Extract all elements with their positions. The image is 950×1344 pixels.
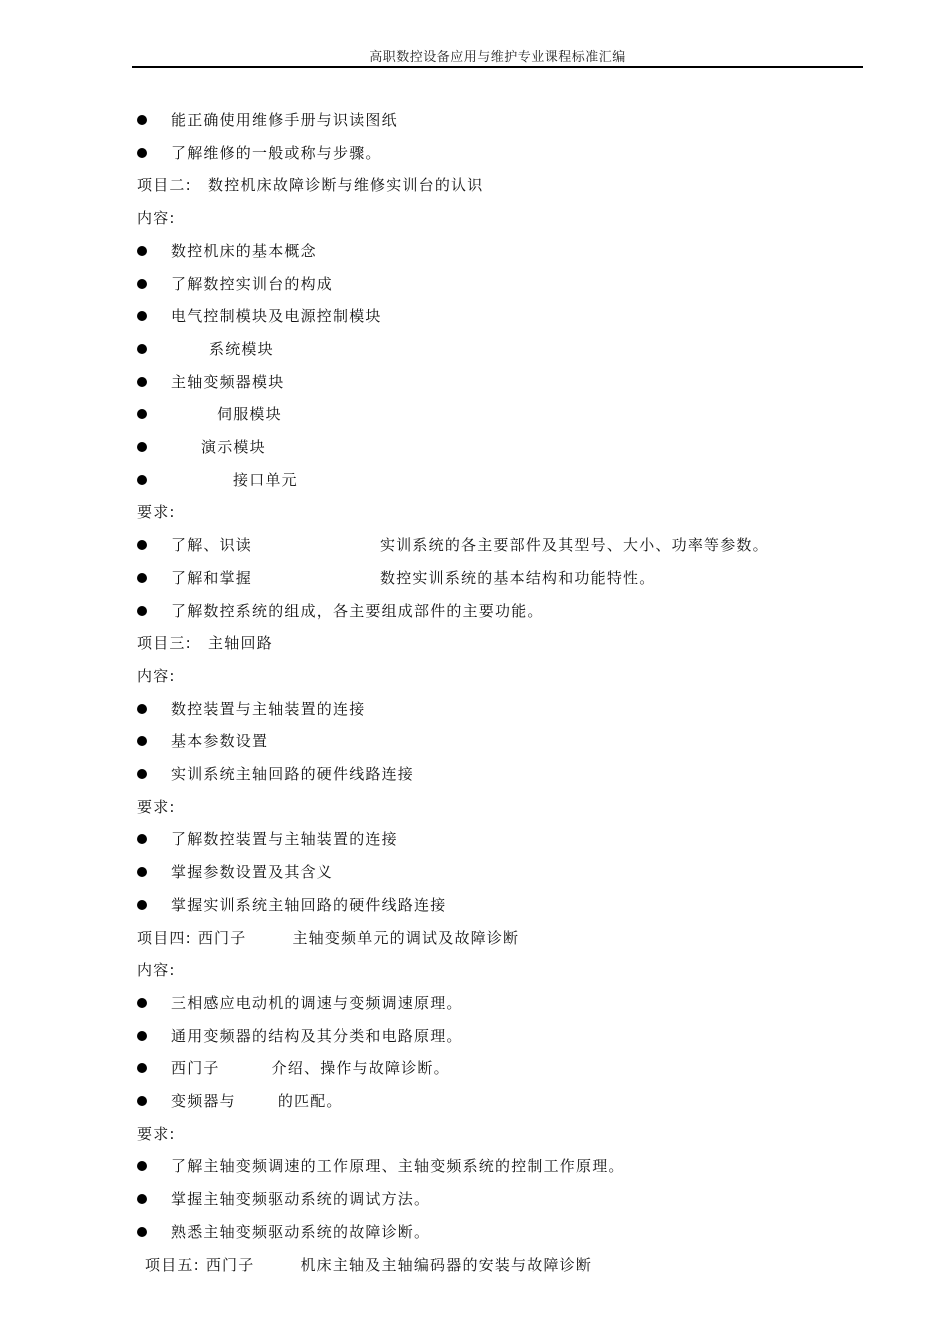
bullet-dot-icon [137, 246, 147, 256]
line-text-continued: 实训系统的各主要部件及其型号、大小、功率等参数。 [380, 536, 769, 555]
section-heading [145, 1253, 592, 1277]
bullet-dot-icon [137, 769, 147, 779]
section-label [137, 958, 176, 982]
bullet-dot-icon [137, 606, 147, 616]
line-text: 内容: [137, 961, 176, 980]
line-text-continued: 的匹配。 [277, 1092, 343, 1110]
line-text: 变频器与 [171, 1092, 236, 1110]
line-text: 了解主轴变频调速的工作原理、主轴变频系统的控制工作原理。 [171, 1157, 625, 1176]
bullet-dot-icon [137, 1096, 147, 1106]
bullet-text [171, 272, 333, 296]
line-text: 西门子 [171, 1059, 220, 1078]
line-text: 能正确使用维修手册与识读图纸 [171, 111, 398, 129]
bullet-text [171, 893, 446, 917]
bullet-text [171, 337, 274, 361]
bullet-dot-icon [137, 409, 147, 419]
line-text: 基本参数设置 [171, 732, 269, 751]
line-text: 要求: [137, 1124, 176, 1143]
section-label [137, 795, 176, 819]
section-heading [137, 631, 273, 655]
line-text-continued: 主轴变频单元的调试及故障诊断 [292, 928, 520, 947]
bullet-text [171, 435, 266, 459]
line-text: 了解维修的一般或称与步骤。 [171, 143, 382, 162]
line-text: 内容: [137, 209, 176, 228]
bullet-dot-icon [137, 344, 147, 354]
section-label [137, 206, 176, 230]
bullet-text [171, 304, 382, 328]
line-text: 熟悉主轴变频驱动系统的故障诊断。 [171, 1222, 431, 1241]
line-text: 主轴变频器模块 [171, 372, 285, 391]
line-text: 数控机床的基本概念 [171, 241, 317, 260]
bullet-dot-icon [137, 867, 147, 877]
bullet-text [171, 1089, 343, 1113]
bullet-dot-icon [137, 573, 147, 583]
bullet-text [171, 370, 284, 394]
bullet-dot-icon [137, 834, 147, 844]
line-text: 系统模块 [209, 339, 274, 358]
line-text: 通用变频器的结构及其分类和电路原理。 [171, 1026, 463, 1045]
bullet-dot-icon [137, 1161, 147, 1171]
line-text: 了解数控实训台的构成 [171, 274, 334, 293]
line-text: 掌握参数设置及其含义 [171, 863, 334, 882]
bullet-dot-icon [137, 311, 147, 321]
section-label [137, 500, 176, 524]
bullet-text [171, 1056, 450, 1080]
line-text: 了解和掌握 [171, 568, 253, 587]
line-text: 掌握实训系统主轴回路的硬件线路连接 [171, 895, 447, 914]
line-text: 了解数控装置与主轴装置的连接 [171, 830, 398, 849]
bullet-text [171, 468, 298, 492]
bullet-text [171, 141, 382, 165]
line-text-continued: 介绍、操作与故障诊断。 [271, 1059, 450, 1078]
bullet-dot-icon [137, 998, 147, 1008]
line-text: 三相感应电动机的调速与变频调速原理。 [171, 993, 463, 1012]
line-text: 要求: [137, 503, 176, 522]
line-text: 数控装置与主轴装置的连接 [171, 699, 366, 718]
bullet-dot-icon [137, 475, 147, 485]
bullet-text [171, 533, 769, 557]
line-text: 了解数控系统的组成，各主要组成部件的主要功能。 [171, 601, 544, 620]
bullet-dot-icon [137, 1031, 147, 1041]
line-text: 项目五: 西门子 [145, 1255, 255, 1274]
bullet-text [171, 1154, 625, 1178]
line-text: 了解、识读 [171, 536, 253, 555]
line-text: 演示模块 [201, 438, 266, 456]
header-divider [132, 66, 863, 68]
bullet-text [171, 991, 463, 1015]
line-text: 伺服模块 [217, 405, 282, 424]
bullet-text [171, 827, 398, 851]
bullet-text [171, 1024, 463, 1048]
bullet-dot-icon [137, 704, 147, 714]
bullet-dot-icon [137, 377, 147, 387]
bullet-text [171, 762, 414, 786]
bullet-dot-icon [137, 1063, 147, 1073]
bullet-text [171, 599, 544, 623]
section-label [137, 1122, 176, 1146]
line-text: 内容: [137, 666, 176, 685]
bullet-text [171, 402, 282, 426]
line-text: 实训系统主轴回路的硬件线路连接 [171, 765, 415, 783]
bullet-dot-icon [137, 148, 147, 158]
bullet-dot-icon [137, 900, 147, 910]
line-text: 要求: [137, 797, 176, 816]
bullet-dot-icon [137, 540, 147, 550]
bullet-dot-icon [137, 1227, 147, 1237]
bullet-dot-icon [137, 442, 147, 452]
bullet-text [171, 108, 398, 132]
bullet-text [171, 1220, 430, 1244]
line-text-continued: 数控实训系统的基本结构和功能特性。 [380, 568, 656, 587]
bullet-text [171, 697, 365, 721]
line-text-continued: 机床主轴及主轴编码器的安装与故障诊断 [300, 1255, 593, 1274]
line-text: 项目三: 主轴回路 [137, 634, 273, 653]
bullet-text [171, 1187, 430, 1211]
bullet-dot-icon [137, 736, 147, 746]
line-text: 掌握主轴变频驱动系统的调试方法。 [171, 1190, 431, 1209]
bullet-text [171, 239, 317, 263]
bullet-dot-icon [137, 115, 147, 125]
bullet-dot-icon [137, 1194, 147, 1204]
line-text: 项目四: 西门子 [137, 928, 247, 947]
line-text: 接口单元 [233, 470, 298, 489]
section-heading [137, 173, 483, 197]
line-text: 项目二: 数控机床故障诊断与维修实训台的认识 [137, 176, 484, 195]
bullet-text [171, 729, 268, 753]
line-text: 电气控制模块及电源控制模块 [171, 307, 382, 326]
bullet-text [171, 860, 333, 884]
section-label [137, 664, 176, 688]
section-heading [137, 926, 519, 950]
bullet-dot-icon [137, 279, 147, 289]
bullet-text [171, 566, 655, 590]
page-header-title: 高职数控设备应用与维护专业课程标准汇编 [369, 50, 626, 65]
